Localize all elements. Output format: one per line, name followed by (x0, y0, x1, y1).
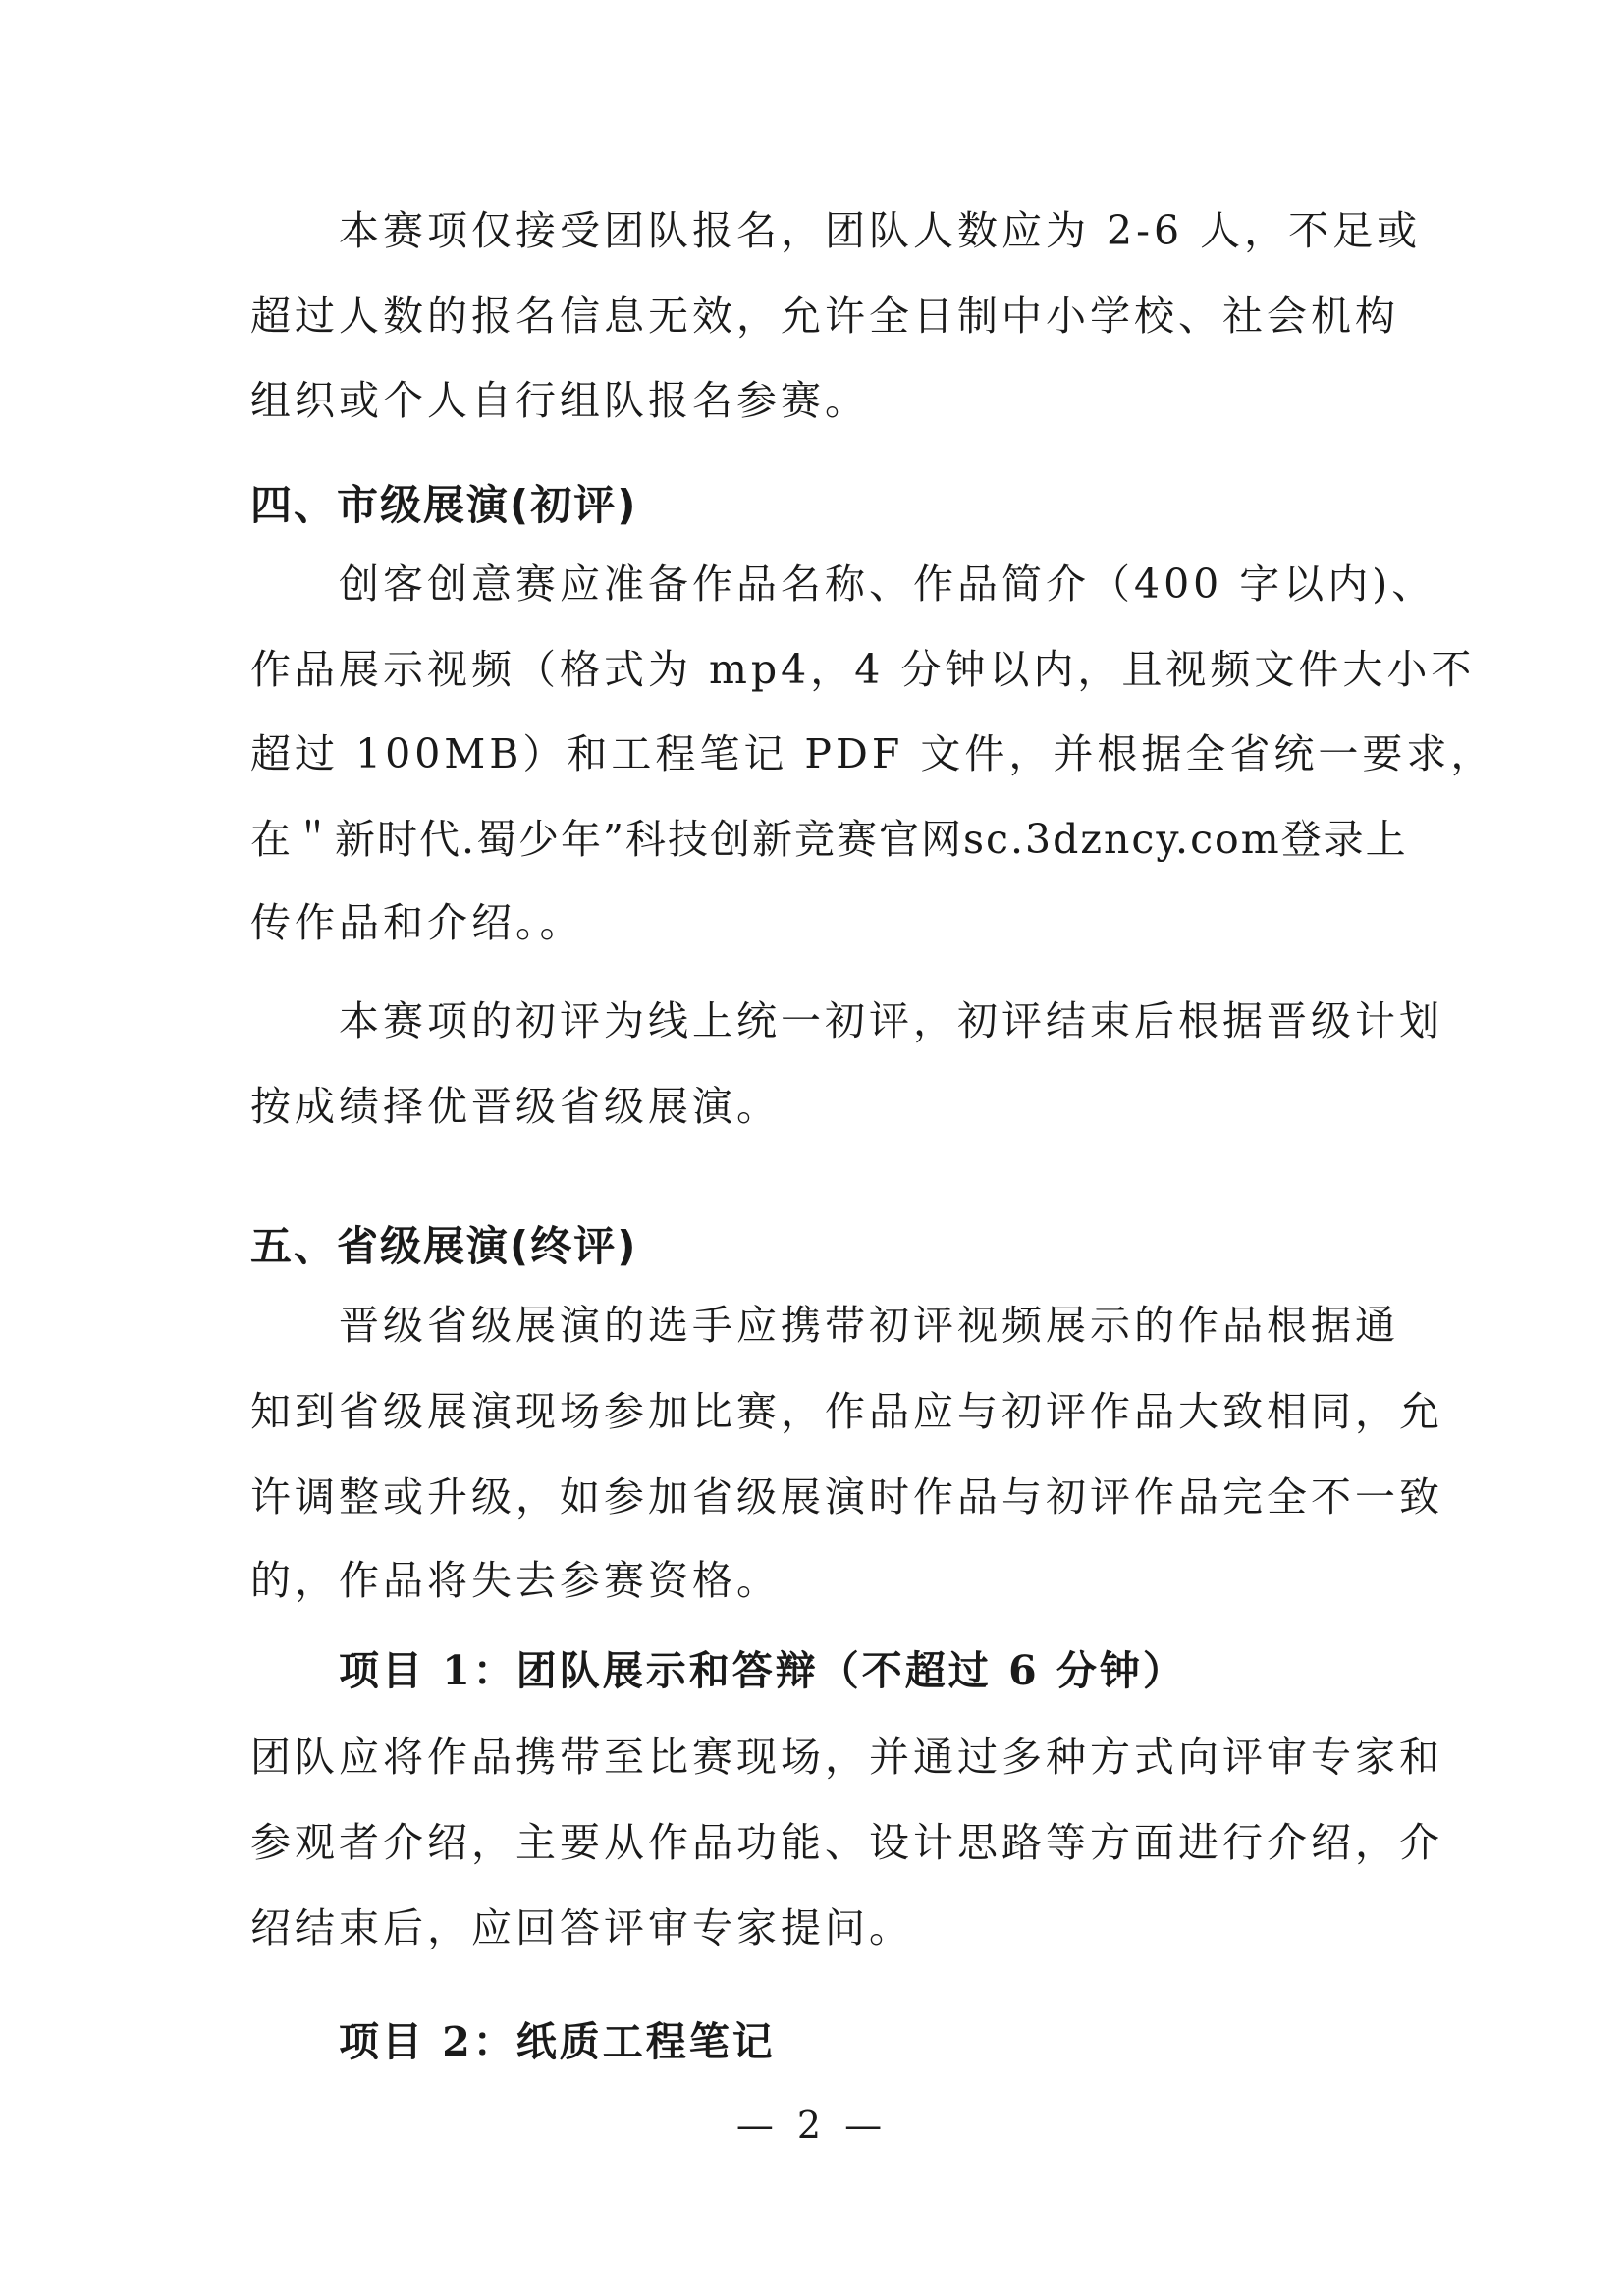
paragraph-line: 的，作品将失去参赛资格。 (250, 1557, 781, 1604)
paragraph-line: 本赛项的初评为线上统一初评，初评结束后根据晋级计划 (339, 997, 1443, 1044)
section-heading: 四、市级展演(初评) (250, 481, 638, 529)
paragraph-line: 按成绩择优晋级省级展演。 (250, 1083, 781, 1130)
section-heading: 五、省级展演(终评) (250, 1222, 638, 1270)
paragraph-line: 组织或个人自行组队报名参赛。 (250, 377, 869, 424)
paragraph-line: 团队应将作品携带至比赛现场，并通过多种方式向评审专家和 (250, 1734, 1443, 1781)
paragraph-line: 绍结束后，应回答评审专家提问。 (250, 1904, 913, 1951)
paragraph-line: 参观者介绍，主要从作品功能、设计思路等方面进行介绍，介 (250, 1819, 1443, 1866)
paragraph-line: 晋级省级展演的选手应携带初评视频展示的作品根据通 (339, 1302, 1399, 1349)
paragraph-line: 本赛项仅接受团队报名，团队人数应为 2-6 人，不足或 (339, 207, 1422, 254)
item-heading: 项目 2：纸质工程笔记 (339, 2018, 776, 2065)
paragraph-line: 在＂新时代.蜀少年”科技创新竞赛官网sc.3dzncy.com登录上 (250, 816, 1408, 863)
paragraph-line: 传作品和介绍。。 (250, 899, 584, 946)
paragraph-line: 创客创意赛应准备作品名称、作品简介（400 字以内)、 (339, 561, 1436, 608)
page-number: — 2 — (735, 2104, 889, 2147)
paragraph-line: 许调整或升级，如参加省级展演时作品与初评作品完全不一致 (250, 1473, 1443, 1521)
item-heading: 项目 1：团队展示和答辩（不超过 6 分钟） (339, 1647, 1186, 1694)
paragraph-line: 超过 100MB）和工程笔记 PDF 文件，并根据全省统一要求， (250, 730, 1495, 777)
paragraph-line: 作品展示视频（格式为 mp4，4 分钟以内，且视频文件大小不 (250, 646, 1476, 693)
paragraph-line: 超过人数的报名信息无效，允许全日制中小学校、社会机构 (250, 293, 1399, 340)
paragraph-line: 知到省级展演现场参加比赛，作品应与初评作品大致相同，允 (250, 1388, 1443, 1435)
